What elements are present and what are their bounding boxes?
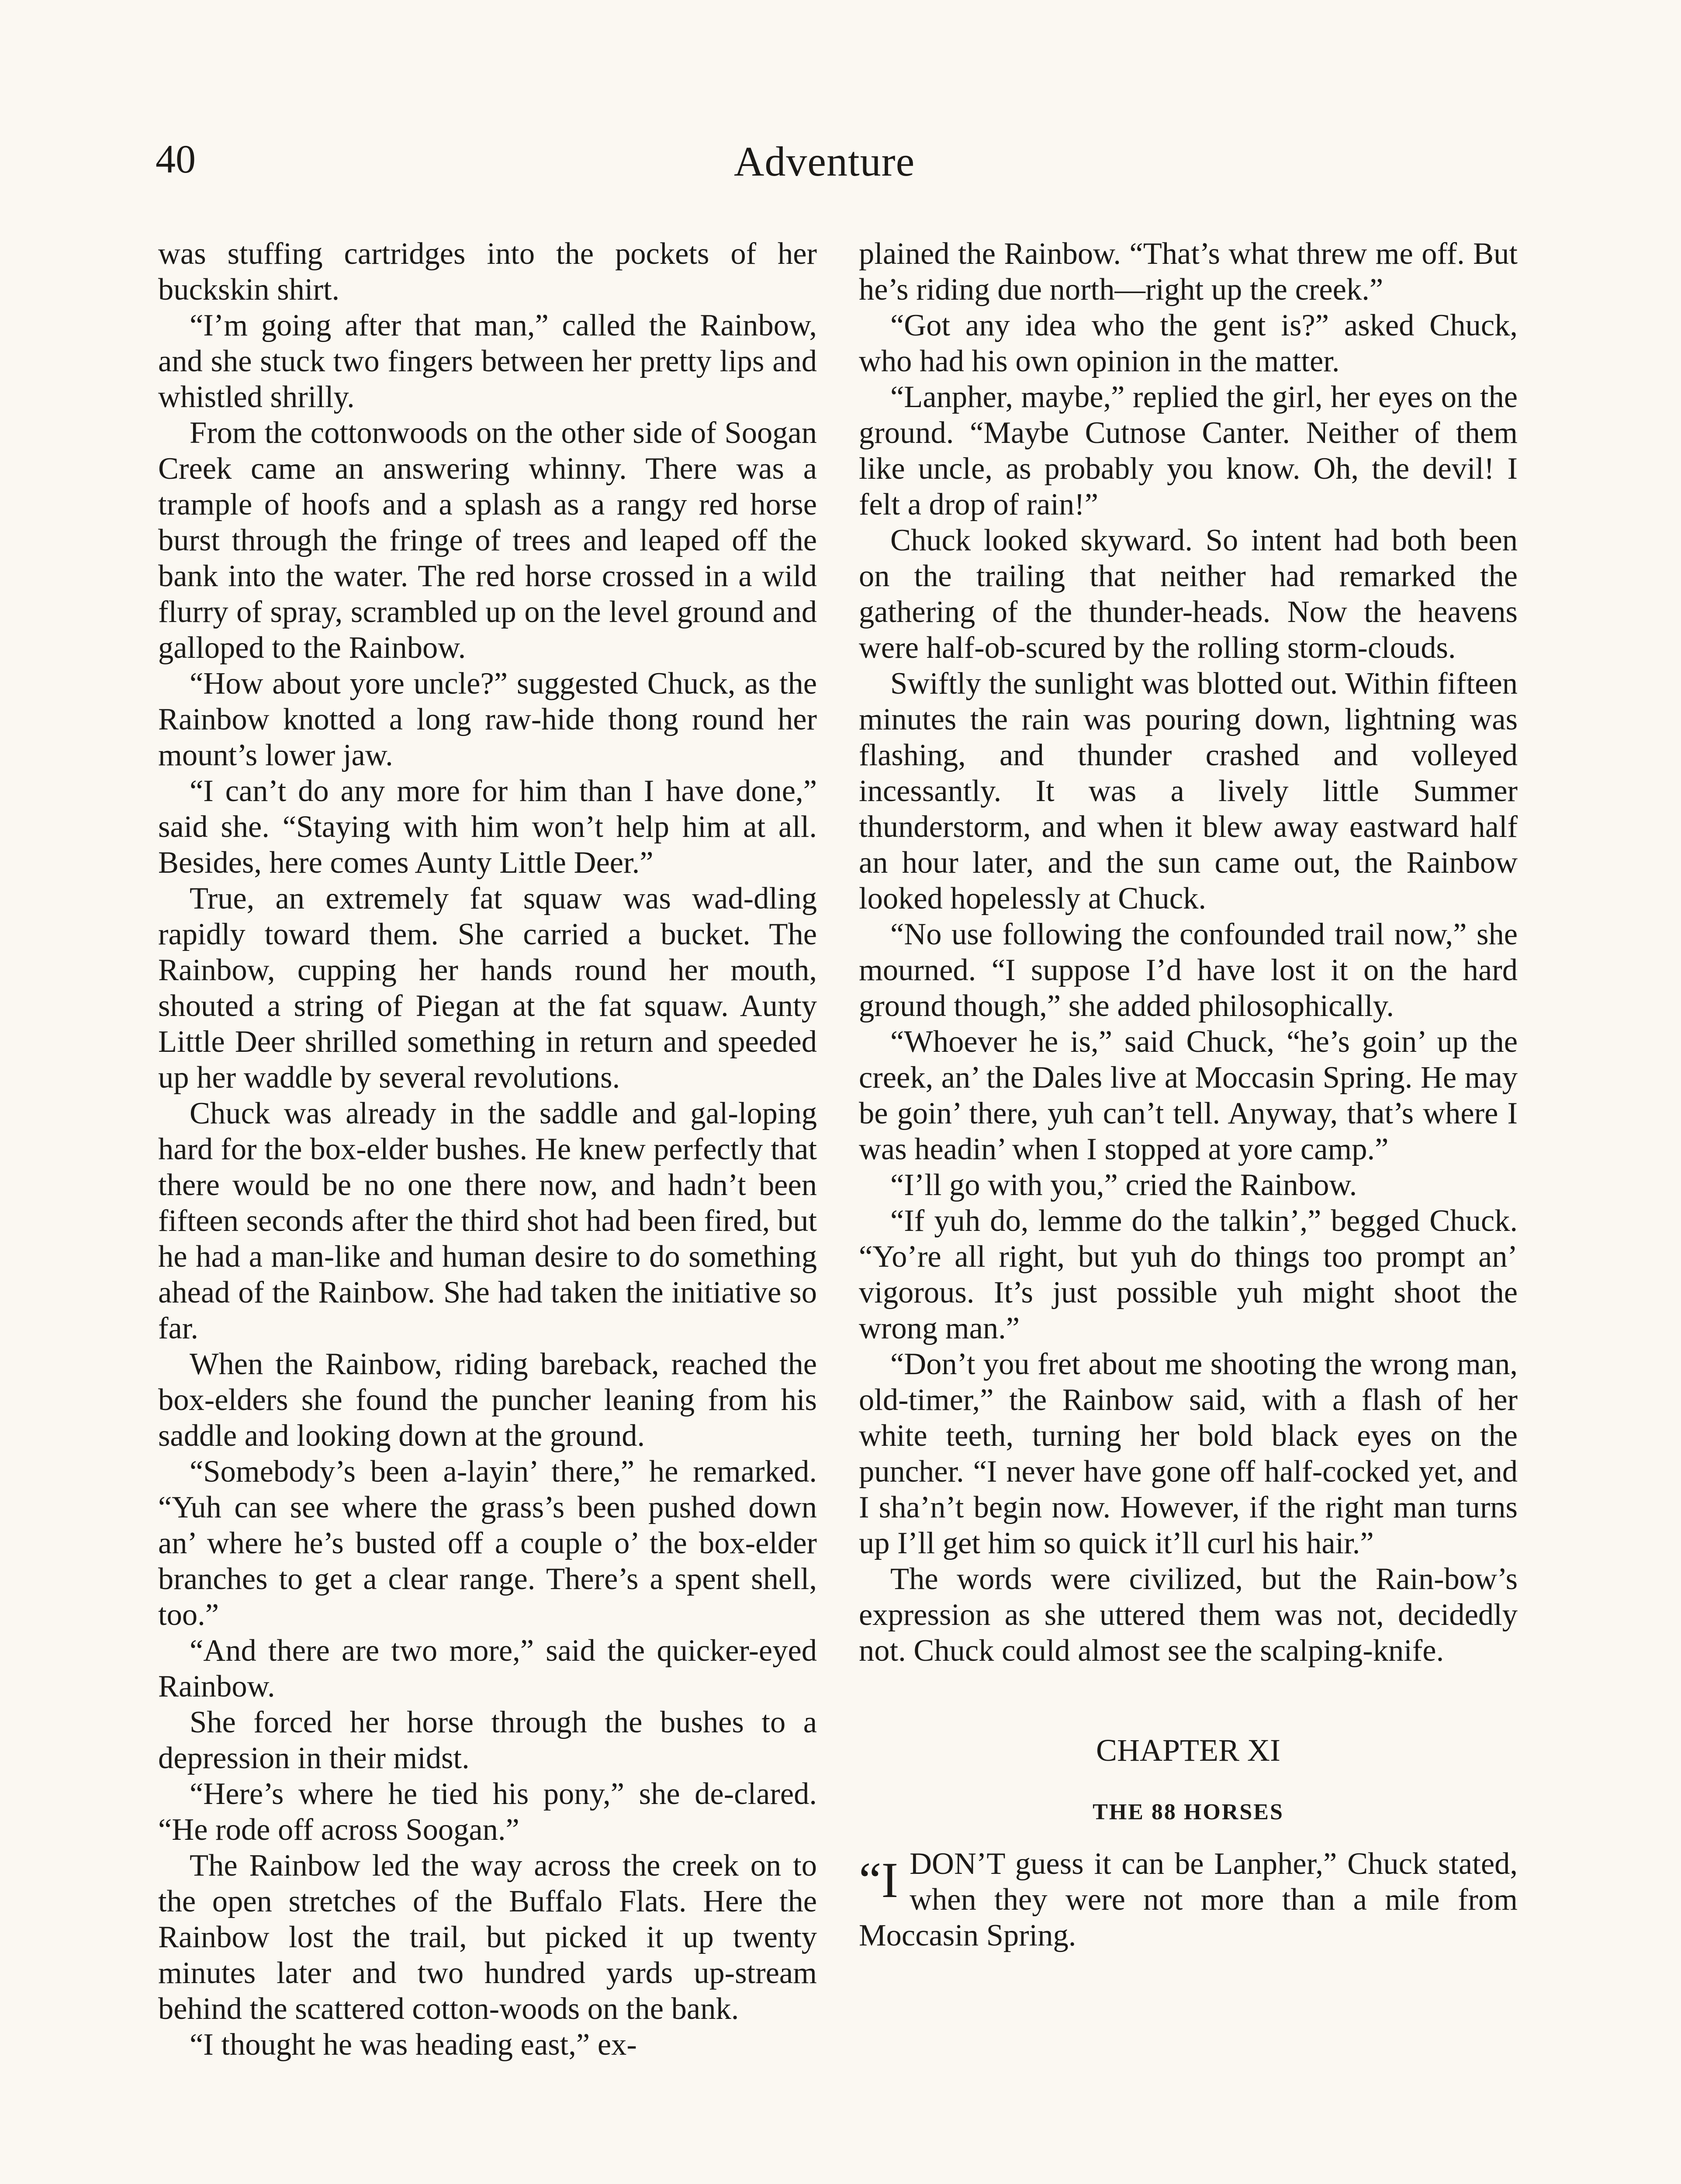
paragraph: “Lanpher, maybe,” replied the girl, her eyes on the ground. “Maybe Cutnose Canter. Neither of them like uncle, as probably you know. Oh, the devil! I felt a drop of rain!”: [859, 380, 1518, 522]
paragraph: was stuffing cartridges into the pockets of her buckskin shirt.: [158, 237, 817, 307]
paragraph: plained the Rainbow. “That’s what threw me off. But he’s riding due north—right up the creek.”: [859, 237, 1518, 307]
chapter-subtitle: THE 88 HORSES: [1093, 1800, 1284, 1825]
paragraph: “Don’t you fret about me shooting the wrong man, old-timer,” the Rainbow said, with a flash of her white teeth, turning her bold black eyes on the puncher. “I never have gone off half-cocked yet, and I sha’n’t begin now. However, if the right man turns up I’ll get him so quick it’ll curl his hair.”: [859, 1347, 1518, 1560]
paragraph: Chuck looked skyward. So intent had both been on the trailing that neither had remarked the gathering of the thunder-heads. Now the heavens were half-ob-scured by the rolling storm-clouds.: [859, 523, 1518, 665]
paragraph: “Got any idea who the gent is?” asked Chuck, who had his own opinion in the matter.: [859, 308, 1518, 378]
paragraph: The Rainbow led the way across the creek on to the open stretches of the Buffalo Flats. Here the Rainbow lost the trail, but picked it up twenty minutes later and two hundred yards up-stream behind the scattered cotton-woods on the bank.: [158, 1849, 817, 2026]
drop-cap: “I: [859, 1852, 899, 1908]
chapter-opening-paragraph: [859, 1846, 1518, 1953]
paragraph: “Somebody’s been a-layin’ there,” he remarked. “Yuh can see where the grass’s been pushed down an’ where he’s busted off a couple o’ the box-elder branches to get a clear range. There’s a spent shell, too.”: [158, 1455, 817, 1632]
paragraph: “And there are two more,” said the quicker-eyed Rainbow.: [158, 1634, 817, 1704]
paragraph: She forced her horse through the bushes to a depression in their midst.: [158, 1705, 817, 1775]
paragraph: Chuck was already in the saddle and gal-loping hard for the box-elder bushes. He knew perfectly that there would be no one there now, and hadn’t been fifteen seconds after the third shot had been fired, but he had a man-like and human desire to do something ahead of the Rainbow. She had taken the initiative so far.: [158, 1096, 817, 1345]
page-number: 40: [156, 137, 196, 181]
paragraph: “No use following the confounded trail now,” she mourned. “I suppose I’d have lost it on the hard ground though,” she added philosophically.: [859, 917, 1518, 1023]
chapter-title: CHAPTER XI: [1096, 1733, 1280, 1768]
paragraph: “I thought he was heading east,” ex-: [190, 2028, 637, 2062]
paragraph: “How about yore uncle?” suggested Chuck, as the Rainbow knotted a long raw-hide thong round her mount’s lower jaw.: [158, 667, 817, 772]
paragraph: When the Rainbow, riding bareback, reached the box-elders she found the puncher leaning from his saddle and looking down at the ground.: [158, 1347, 817, 1453]
running-head: Adventure: [734, 138, 915, 185]
right-column: [859, 236, 1518, 1953]
paragraph: “I’ll go with you,” cried the Rainbow.: [890, 1168, 1357, 1202]
paragraph: From the cottonwoods on the other side of Soogan Creek came an answering whinny. There was a trample of hoofs and a splash as a rangy red horse burst through the fringe of trees and leaped off the bank into the water. The red horse crossed in a wild flurry of spray, scrambled up on the level ground and galloped to the Rainbow.: [158, 416, 817, 665]
paragraph: “Whoever he is,” said Chuck, “he’s goin’ up the creek, an’ the Dales live at Moccasin Spring. He may be goin’ there, yuh can’t tell. Anyway, that’s where I was headin’ when I stopped at yore camp.”: [859, 1025, 1518, 1166]
paragraph: “Here’s where he tied his pony,” she de-clared. “He rode off across Soogan.”: [158, 1777, 817, 1847]
left-column: [158, 236, 817, 2063]
paragraph: The words were civilized, but the Rain-bow’s expression as she uttered them was not, decidedly not. Chuck could almost see the scalping-knife.: [859, 1562, 1518, 1668]
paragraph: “I can’t do any more for him than I have done,” said she. “Staying with him won’t help him at all. Besides, here comes Aunty Little Deer.”: [158, 774, 817, 880]
paragraph: “If yuh do, lemme do the talkin’,” begged Chuck. “Yo’re all right, but yuh do things too prompt an’ vigorous. It’s just possible yuh might shoot the wrong man.”: [859, 1204, 1518, 1345]
paragraph: “I’m going after that man,” called the Rainbow, and she stuck two fingers between her pretty lips and whistled shrilly.: [158, 308, 817, 414]
paragraph: Swiftly the sunlight was blotted out. Within fifteen minutes the rain was pouring down, lightning was flashing, and thunder crashed and volleyed incessantly. It was a lively little Summer thunderstorm, and when it blew away eastward half an hour later, and the sun came out, the Rainbow looked hopelessly at Chuck.: [859, 667, 1518, 916]
paragraph: True, an extremely fat squaw was wad-dling rapidly toward them. She carried a bucket. The Rainbow, cupping her hands round her mouth, shouted a string of Piegan at the fat squaw. Aunty Little Deer shrilled something in return and speeded up her waddle by several revolutions.: [158, 881, 817, 1095]
chapter-opening-text: DON’T guess it can be Lanpher,” Chuck stated, when they were not more than a mile from Moccasin Spring.: [859, 1847, 1518, 1952]
